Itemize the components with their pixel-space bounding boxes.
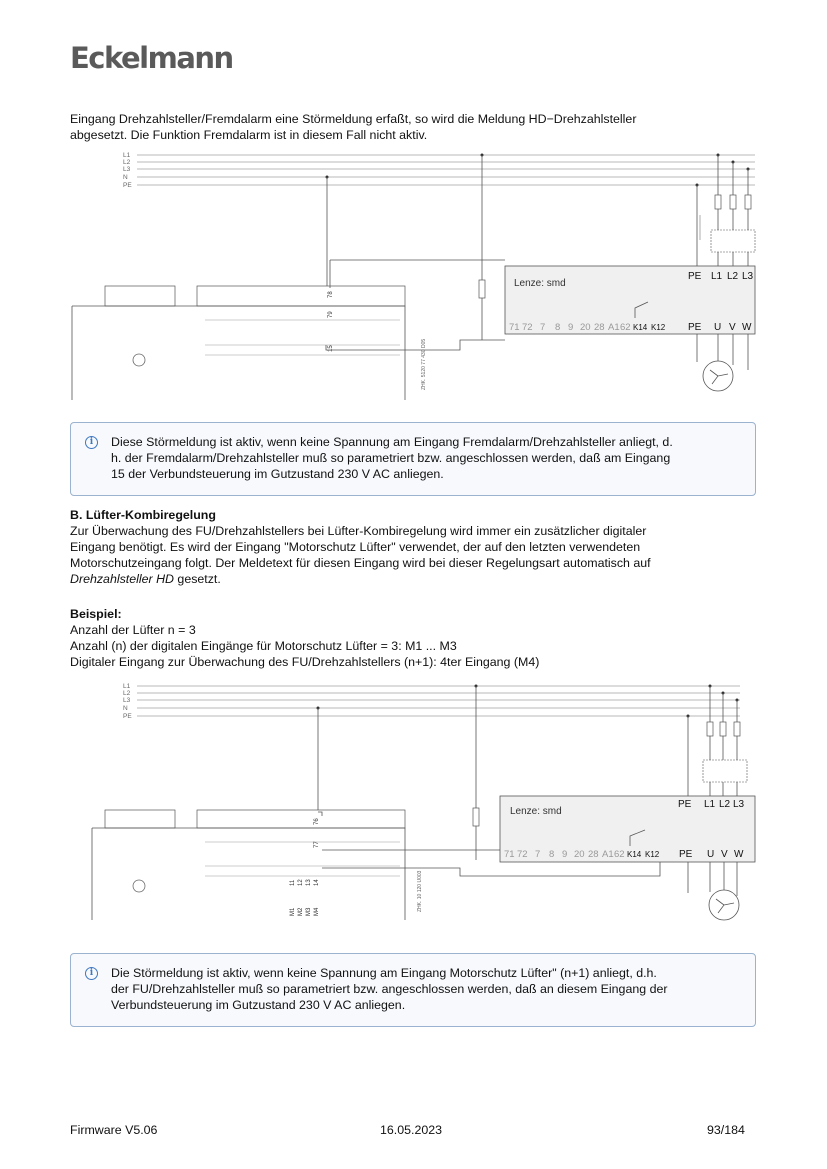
- terminal-label: K14: [627, 850, 642, 859]
- intro-line: Eingang Drehzahlsteller/Fremdalarm eine Störmeldung erfaßt, so wird die Meldung HD−Drehzahlsteller: [70, 112, 637, 126]
- terminal-label: 77: [314, 841, 320, 848]
- note-line: Die Störmeldung ist aktiv, wenn keine Spannung am Eingang Motorschutz Lüfter" (n+1) anliegt, d.h.: [111, 966, 657, 980]
- bus-label: L1: [123, 683, 131, 690]
- bus-label: L2: [123, 690, 131, 697]
- section-line: Zur Überwachung des FU/Drehzahlstellers bei Lüfter-Kombiregelung wird immer ein zusätzlicher digitaler: [70, 524, 647, 538]
- motor-label: M2: [298, 907, 304, 916]
- terminal-label: 79: [328, 311, 334, 318]
- terminal-label: W: [742, 322, 752, 333]
- terminal-label: 72: [517, 849, 528, 860]
- motor-label: M1: [290, 907, 296, 916]
- terminal-label: 28: [588, 849, 599, 860]
- terminal-label: 72: [522, 322, 533, 333]
- example-heading: Beispiel:: [70, 607, 122, 621]
- terminal-label: 13: [306, 879, 312, 886]
- section-line-rest: gesetzt.: [173, 572, 221, 586]
- section-heading: B. Lüfter-Kombiregelung: [70, 508, 216, 522]
- terminal-label: 7: [535, 849, 541, 860]
- example-line: Anzahl (n) der digitalen Eingänge für Motorschutz Lüfter = 3: M1 ... M3: [70, 639, 457, 653]
- terminal-label: 14: [314, 879, 320, 886]
- bus-label: N: [123, 705, 128, 712]
- terminal-label: K12: [651, 323, 666, 332]
- terminal-label: PE: [688, 271, 702, 282]
- terminal-label: 62: [614, 849, 625, 860]
- terminal-label: 12: [298, 879, 304, 886]
- footer-date: 16.05.2023: [380, 1123, 443, 1137]
- terminal-label: 20: [580, 322, 591, 333]
- terminal-label: PE: [678, 799, 692, 810]
- terminal-label: K12: [645, 850, 660, 859]
- bus-labels: [123, 683, 132, 720]
- bus-label: L3: [123, 697, 131, 704]
- controller-side-text: ZHK. 10 120 U003: [417, 870, 423, 912]
- terminal-label: L1: [704, 799, 716, 810]
- footer-page: 93/184: [707, 1123, 745, 1137]
- terminal-label: 9: [562, 849, 568, 860]
- terminal-label: 71: [509, 322, 520, 333]
- terminal-label: 11: [290, 879, 296, 886]
- terminal-label: U: [714, 322, 722, 333]
- info-icon: i: [85, 436, 98, 449]
- terminal-label: 62: [620, 322, 631, 333]
- terminal-label: 78: [328, 291, 334, 298]
- terminal-label: U: [707, 849, 715, 860]
- motor-label: M3: [306, 907, 312, 916]
- device-label: Lenze: smd: [510, 806, 562, 817]
- note-line: Verbundsteuerung im Gutzustand 230 V AC anliegen.: [111, 998, 406, 1012]
- terminal-label: L2: [727, 271, 739, 282]
- note-line: der FU/Drehzahlsteller muß so parametriert bzw. angeschlossen werden, daß an diesem Eingang der: [111, 982, 668, 996]
- brand-logo: Eckelmann: [70, 41, 233, 75]
- terminal-label: A1: [608, 322, 620, 333]
- terminal-label: 8: [555, 322, 561, 333]
- terminal-label: A1: [602, 849, 614, 860]
- note-line: Diese Störmeldung ist aktiv, wenn keine Spannung am Eingang Fremdalarm/Drehzahlsteller anliegt, d.: [111, 435, 673, 449]
- footer-firmware: Firmware V5.06: [70, 1123, 158, 1137]
- bus-label: N: [123, 174, 128, 181]
- motor-label: M4: [314, 907, 320, 916]
- terminal-label: V: [721, 849, 728, 860]
- terminal-label: L3: [742, 271, 754, 282]
- intro-line: abgesetzt. Die Funktion Fremdalarm ist in diesem Fall nicht aktiv.: [70, 128, 428, 142]
- note-line: h. der Fremdalarm/Drehzahlsteller muß so parametriert bzw. angeschlossen werden, daß am Eingang: [111, 451, 671, 465]
- terminal-label: 7: [540, 322, 546, 333]
- bus-label: L3: [123, 166, 131, 173]
- italic-term: Drehzahlsteller HD: [70, 572, 174, 586]
- example-line: Anzahl der Lüfter n = 3: [70, 623, 196, 637]
- terminal-label: 76: [314, 818, 320, 825]
- section-line: Motorschutzeingang folgt. Der Meldetext für diesen Eingang wird bei dieser Regelungsart automatisch auf: [70, 556, 651, 570]
- terminal-label: 8: [549, 849, 555, 860]
- terminal-label: 71: [504, 849, 515, 860]
- bus-label: L1: [123, 152, 131, 159]
- terminal-label: 15: [328, 345, 334, 352]
- terminal-label: W: [734, 849, 744, 860]
- terminal-label: K14: [633, 323, 648, 332]
- info-icon: i: [85, 967, 98, 980]
- terminal-label: 28: [594, 322, 605, 333]
- bus-label: PE: [123, 182, 132, 189]
- controller-side-text: ZHK. 5120 77 430 D05: [421, 338, 427, 390]
- terminal-label: L1: [711, 271, 723, 282]
- terminal-label: L3: [733, 799, 745, 810]
- lenze-device-2: [500, 796, 755, 920]
- bus-lines: [137, 686, 740, 716]
- terminal-label: L2: [719, 799, 731, 810]
- example-line: Digitaler Eingang zur Überwachung des FU/Drehzahlstellers (n+1): 4ter Eingang (M4): [70, 655, 540, 669]
- bus-label: L2: [123, 159, 131, 166]
- terminal-label: PE: [679, 849, 693, 860]
- terminal-label: 20: [574, 849, 585, 860]
- terminal-label: 9: [568, 322, 574, 333]
- terminal-label: V: [729, 322, 736, 333]
- section-line: Eingang benötigt. Es wird der Eingang "Motorschutz Lüfter" verwendet, der auf den letzten verwendeten: [70, 540, 641, 554]
- info-note-2: [70, 953, 756, 1027]
- bus-label: PE: [123, 713, 132, 720]
- device-label: Lenze: smd: [514, 278, 566, 289]
- note-line: 15 der Verbundsteuerung im Gutzustand 230 V AC anliegen.: [111, 467, 444, 481]
- terminal-label: PE: [688, 322, 702, 333]
